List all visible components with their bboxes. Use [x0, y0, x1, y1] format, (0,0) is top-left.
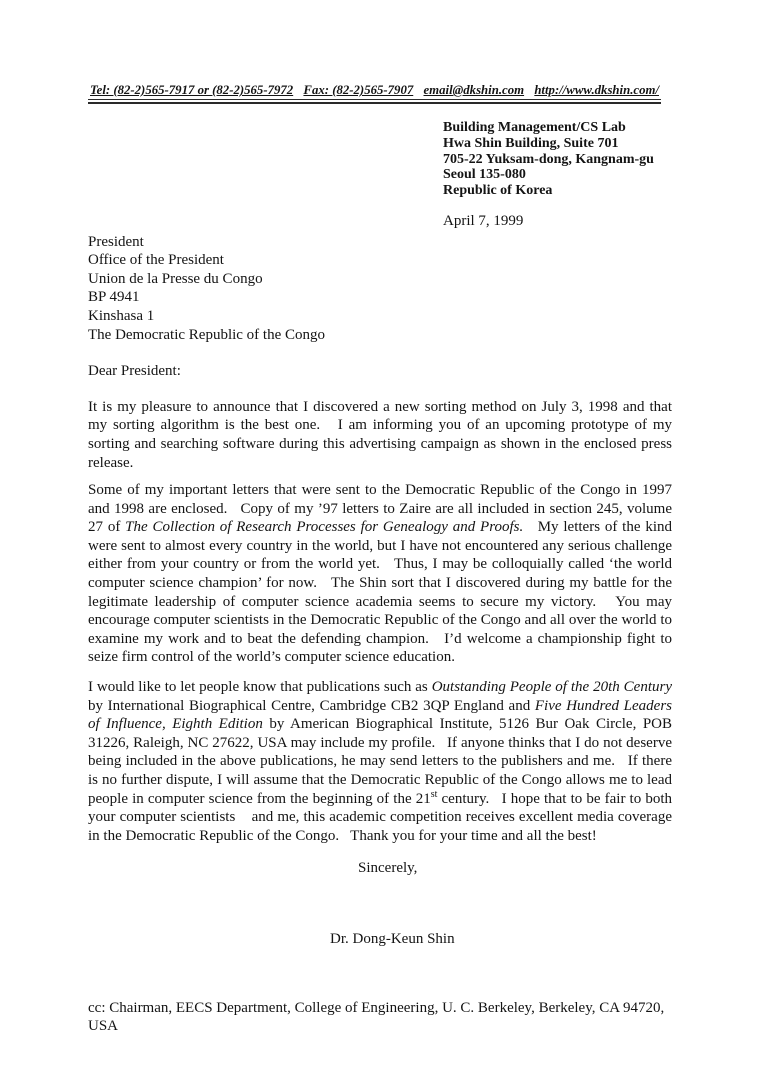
signature-name: Dr. Dong-Keun Shin — [330, 930, 455, 947]
paragraph-3-text: I would like to let people know that publications such as — [88, 679, 432, 696]
contact-header — [88, 83, 661, 100]
sender-address-line: 705-22 Yuksam-dong, Kangnam-gu — [443, 151, 654, 167]
sender-address-block — [443, 120, 672, 199]
recipient-address-line: Union de la Presse du Congo — [88, 270, 263, 287]
paragraph-2 — [88, 481, 676, 667]
cc-line: cc: Chairman, EECS Department, College of Engineering, U. C. Berkeley, Berkeley, CA 94720, USA — [88, 999, 665, 1035]
paragraph-1 — [88, 398, 676, 472]
book-title-five-hundred-leaders: Five Hundred Leaders of Influence, Eighth Edition — [88, 697, 676, 733]
recipient-address-line: BP 4941 — [88, 289, 140, 306]
valediction: Sincerely, — [358, 860, 418, 877]
paragraph-3-text: century. I hope that to be fair to both your computer scientists and me, this academic competition receives excellent media coverage in the Democratic Republic of the Congo. Thank you for your time and all the best! — [88, 790, 676, 844]
recipient-address-line: Kinshasa 1 — [88, 307, 155, 324]
sender-address-line: Building Management/CS Lab — [443, 120, 626, 135]
sender-address-line: Republic of Korea — [443, 183, 553, 199]
contact-header-rule — [88, 83, 661, 104]
contact-website: http://www.dkshin.com/ — [534, 83, 659, 97]
recipient-address-line: The Democratic Republic of the Congo — [88, 326, 326, 343]
recipient-address-line: President — [88, 233, 144, 250]
contact-email: email@dkshin.com — [423, 83, 525, 97]
paragraph-2-text: Some of my important letters that were sent to the Democratic Republic of the Congo in 1997 and 1998 are enclosed. Copy of my ’97 letters to Zaire are all included in section 245, volume 27 of — [88, 482, 676, 536]
date-line: April 7, 1999 — [443, 212, 524, 229]
ordinal-superscript: st — [430, 788, 438, 800]
letter-content — [88, 0, 676, 1036]
paragraph-3-text: by American Biographical Institute, 5126 Bur Oak Circle, POB 31226, Raleigh, NC 27622, USA may include my profile. If anyone thinks that I do not deserve being included in the above publications, he may send letters to the publishers and me. If there is no further dispute, I will assume that the Democratic Republic of the Congo allows me to lead people in computer science from the beginning of the 21 — [88, 716, 676, 807]
book-title-outstanding-people: Outstanding People of the 20th Century — [431, 679, 672, 696]
contact-fax: Fax: (82-2)565-7907 — [303, 83, 414, 97]
paragraph-3 — [88, 678, 676, 845]
paragraph-1-text: It is my pleasure to announce that I discovered a new sorting method on July 3, 1998 and that my sorting algorithm is the best one. I am informing you of an upcoming prototype of my sorting and searching software during this advertising campaign as shown in the enclosed press release. — [88, 398, 676, 471]
recipient-address-block — [88, 233, 672, 345]
book-title-genealogy-proofs: The Collection of Research Processes for Genealogy and Proofs. — [125, 519, 524, 536]
recipient-address-line: Office of the President — [88, 252, 224, 269]
paragraph-2-text: My letters of the kind were sent to almost every country in the world, but I have not encountered any serious challenge either from your country or from the world yet. Thus, I may be colloquially called ‘the world computer science champion’ for now. The Shin sort that I discovered during my battle for the legitimate leadership of computer science academia seems to secure my victory. You may encourage computer scientists in the Democratic Republic of the Congo and all over the world to examine my work and to beat the defending champion. I’d welcome a championship fight to seize firm control of the world’s computer science education. — [88, 519, 676, 666]
salutation: Dear President: — [88, 363, 181, 380]
sender-address-line: Seoul 135-080 — [443, 167, 526, 183]
sender-address-line: Hwa Shin Building, Suite 701 — [443, 135, 619, 151]
contact-tel: Tel: (82-2)565-7917 or (82-2)565-7972 — [90, 83, 294, 97]
paragraph-3-text: by International Biographical Centre, Cambridge CB2 3QP England and — [88, 679, 676, 714]
